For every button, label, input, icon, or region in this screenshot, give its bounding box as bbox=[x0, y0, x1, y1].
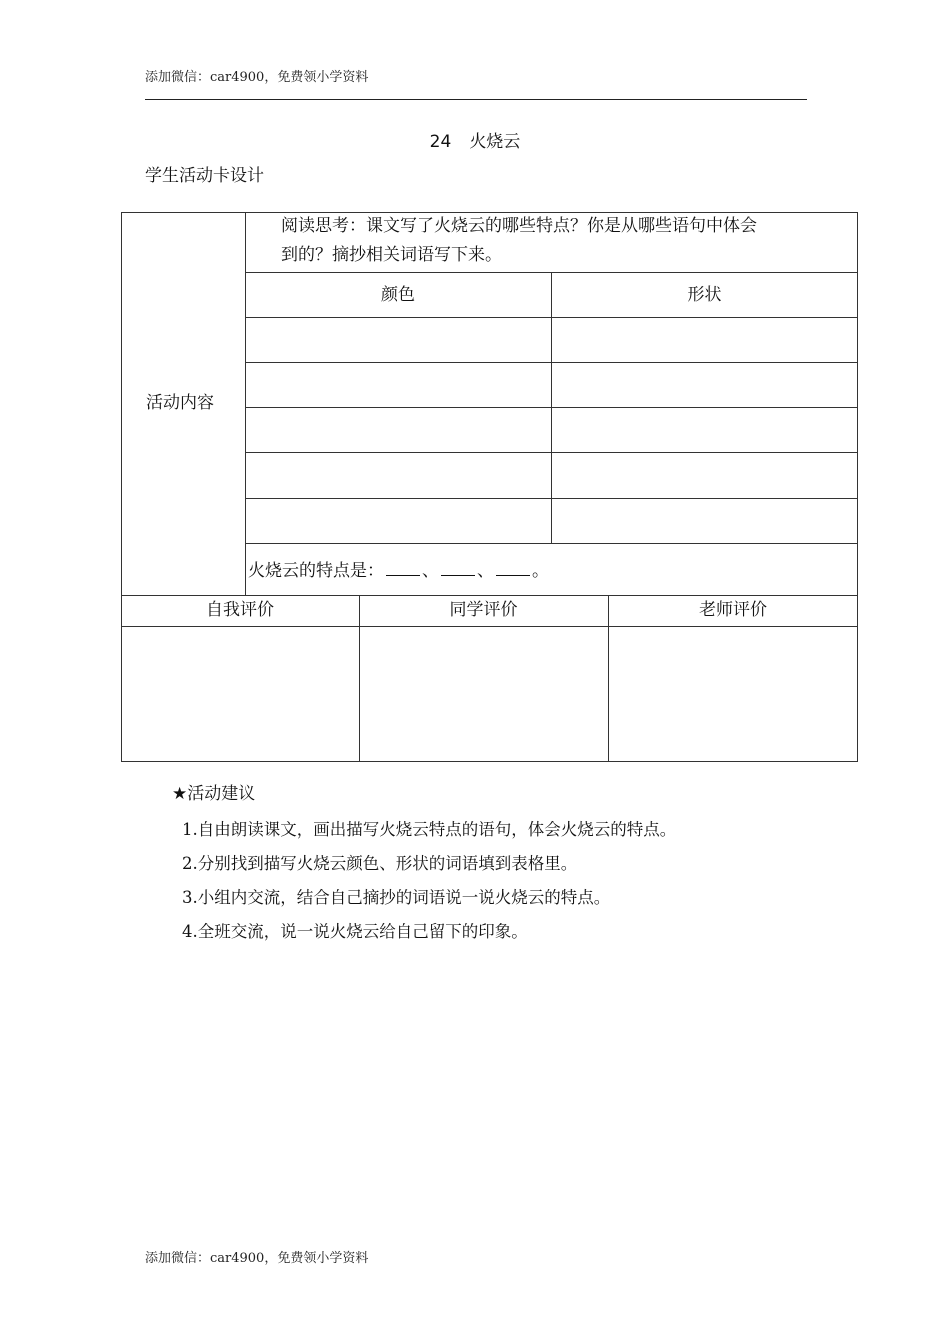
separator: 、 bbox=[422, 561, 439, 581]
blank-2[interactable] bbox=[441, 561, 475, 576]
suggestions-title: ★活动建议 bbox=[172, 784, 256, 804]
subtitle: 学生活动卡设计 bbox=[145, 166, 264, 186]
teacher-evaluation-header: 老师评价 bbox=[699, 600, 767, 620]
prompt-line-2: 到的？摘抄相关词语写下来。 bbox=[281, 245, 502, 265]
header-note: 添加微信：car4900，免费领小学资料 bbox=[145, 70, 369, 85]
peer-evaluation-header: 同学评价 bbox=[449, 600, 518, 620]
eval-header-divider bbox=[121, 626, 858, 627]
period: 。 bbox=[532, 561, 549, 581]
header-rule bbox=[145, 99, 807, 100]
eval-divider bbox=[359, 595, 360, 762]
lesson-number: 24 bbox=[429, 132, 452, 152]
eval-divider bbox=[608, 595, 609, 762]
lesson-title: 火烧云 bbox=[469, 132, 521, 152]
row-divider bbox=[245, 543, 858, 544]
suggestion-item: 4.全班交流，说一说火烧云给自己留下的印象。 bbox=[182, 922, 528, 941]
activity-row-label: 活动内容 bbox=[146, 393, 214, 413]
blank-3[interactable] bbox=[496, 561, 530, 576]
footer-note: 添加微信：car4900，免费领小学资料 bbox=[145, 1251, 369, 1266]
column-header-color: 颜色 bbox=[381, 285, 415, 305]
column-header-shape: 形状 bbox=[687, 285, 722, 305]
activity-label-divider bbox=[245, 212, 246, 596]
blank-1[interactable] bbox=[386, 561, 420, 576]
column-divider bbox=[551, 272, 552, 543]
prompt-line-1: 阅读思考：课文写了火烧云的哪些特点？你是从哪些语句中体会 bbox=[281, 216, 757, 236]
feature-prefix: 火烧云的特点是： bbox=[248, 561, 384, 581]
suggestion-item: 2.分别找到描写火烧云颜色、形状的词语填到表格里。 bbox=[182, 854, 578, 873]
suggestion-item: 3.小组内交流，结合自己摘抄的词语说一说火烧云的特点。 bbox=[182, 888, 611, 907]
suggestion-item: 1.自由朗读课文，画出描写火烧云特点的语句，体会火烧云的特点。 bbox=[182, 820, 677, 839]
activity-prompt bbox=[281, 212, 757, 270]
evaluation-outer-border bbox=[121, 595, 858, 762]
page-title bbox=[0, 127, 950, 152]
self-evaluation-header: 自我评价 bbox=[206, 600, 274, 620]
separator: 、 bbox=[477, 561, 494, 581]
feature-line bbox=[248, 556, 549, 581]
